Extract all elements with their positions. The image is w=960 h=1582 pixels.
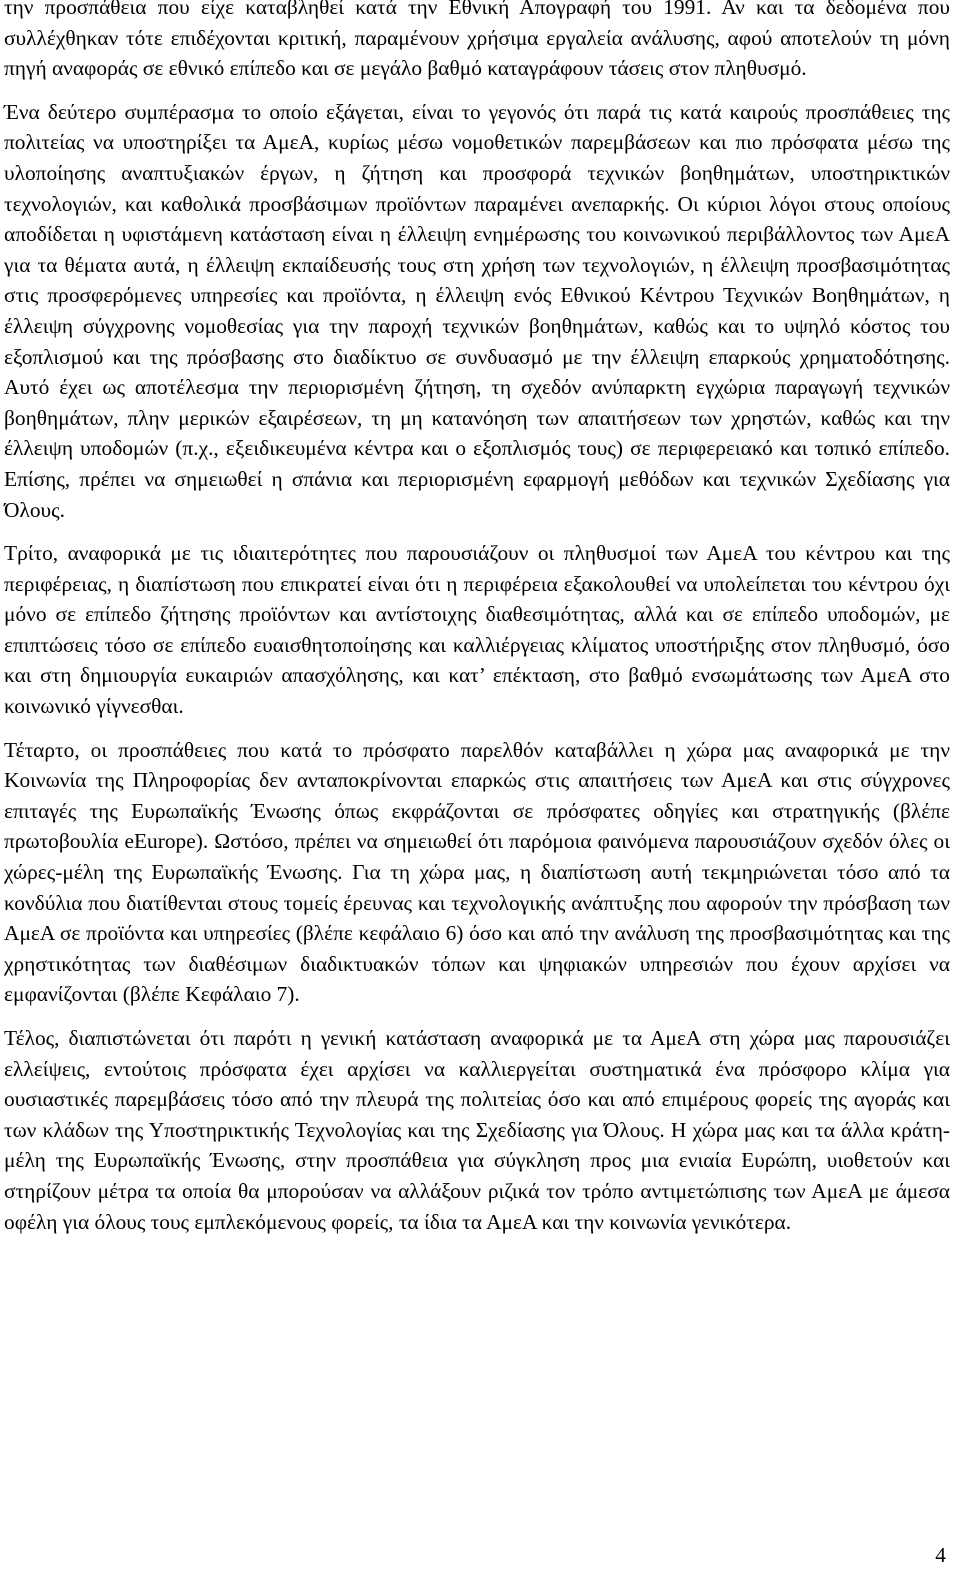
paragraph-census: την προσπάθεια που είχε καταβληθεί κατά την Εθνική Απογραφή του 1991. Αν και τα δεδομένα που συλλέχθηκαν τότε επιδέχονται κριτική, παραμένουν χρήσιμα εργαλεία ανάλυσης, αφού αποτελούν τη μόνη πηγή αναφοράς σε εθνικό επίπεδο και σε μεγάλο βαθμό καταγράφουν τάσεις στον πληθυσμό. — [4, 0, 950, 81]
paragraph-fourth-information-society: Τέταρτο, οι προσπάθειες που κατά το πρόσφατο παρελθόν καταβάλλει η χώρα μας αναφορικά με την Κοινωνία της Πληροφορίας δεν ανταποκρίνονται επαρκώς στις απαιτήσεις των ΑμεΑ και στις σύγχρονες επιταγές της Ευρωπαϊκής Ένωσης όπως εκφράζονται σε πρόσφατες οδηγίες και στρατηγικής (βλέπε πρωτοβουλία eEurope). Ωστόσο, πρέπει να σημειωθεί ότι παρόμοια φαινόμενα παρουσιάζουν σχεδόν όλες οι χώρες-μέλη της Ευρωπαϊκής Ένωσης. Για τη χώρα μας, η διαπίστωση αυτή τεκμηριώνεται τόσο από τα κονδύλια που διατίθενται στους τομείς έρευνας και τεχνολογικής ανάπτυξης που αφορούν την πρόσβαση των ΑμεΑ σε προϊόντα και υπηρεσίες (βλέπε κεφάλαιο 6) όσο και από την ανάλυση της προσβασιμότητας και της χρηστικότητας των διαθέσιμων διαδικτυακών τόπων και ψηφιακών υπηρεσιών που έχουν αρχίσει να εμφανίζονται (βλέπε Κεφάλαιο 7). — [4, 737, 950, 1007]
paragraph-finally: Τέλος, διαπιστώνεται ότι παρότι η γενική κατάσταση αναφορικά με τα ΑμεΑ στη χώρα μας παρουσιάζει ελλείψεις, εντούτοις πρόσφατα έχει αρχίσει να καλλιεργείται συστηματικά ένα πρόσφορο κλίμα για ουσιαστικές παρεμβάσεις τόσο από την πλευρά της πολιτείας όσο και από επιμέρους φορείς της αγοράς και των κλάδων της Υποστηρικτικής Τεχνολογίας και της Σχεδίασης για Όλους. Η χώρα μας και τα άλλα κράτη-μέλη της Ευρωπαϊκής Ένωσης, στην προσπάθεια για σύγκληση προς μια ενιαία Ευρώπη, υιοθετούν και στηρίζουν μέτρα τα οποία θα μπορούσαν να αλλάξουν ριζικά τον τρόπο αντιμετώπισης των ΑμεΑ με άμεσα οφέλη για όλους τους εμπλεκόμενους φορείς, τα ίδια τα ΑμεΑ και την κοινωνία γενικότερα. — [4, 1026, 950, 1234]
paragraph-third-center-periphery: Τρίτο, αναφορικά με τις ιδιαιτερότητες που παρουσιάζουν οι πληθυσμοί των ΑμεΑ του κέντρου και της περιφέρειας, η διαπίστωση που επικρατεί είναι ότι η περιφέρεια εξακολουθεί να υπολείπεται του κέντρου όχι μόνο σε επίπεδο ζήτησης προϊόντων και αντίστοιχης διαθεσιμότητας, αλλά και σε επίπεδο υποδομών, με επιπτώσεις τόσο σε επίπεδο ευαισθητοποίησης και καλλιέργειας κλίματος υποστήριξης στον πληθυσμό, όσο και στη δημιουργία ευκαιριών απασχόλησης, και κατ’ επέκταση, στο βαθμό ενσωμάτωσης των ΑμεΑ στο κοινωνικό γίγνεσθαι. — [4, 541, 950, 719]
document-page — [4, 0, 950, 1250]
page-number: 4 — [935, 1543, 946, 1567]
paragraph-second-conclusion: Ένα δεύτερο συμπέρασμα το οποίο εξάγεται, είναι το γεγονός ότι παρά τις κατά καιρούς προσπάθειες της πολιτείας να υποστηρίξει τα ΑμεΑ, κυρίως μέσω νομοθετικών παρεμβάσεων και πιο πρόσφατα μέσω της υλοποίησης αναπτυξιακών έργων, η ζήτηση και προσφορά τεχνικών βοηθημάτων, υποστηρικτικών τεχνολογιών, και καθολικά προσβάσιμων προϊόντων παραμένει ανεπαρκής. Οι κύριοι λόγοι στους οποίους αποδίδεται η υφιστάμενη κατάσταση είναι η έλλειψη ενημέρωσης του κοινωνικού περιβάλλοντος των ΑμεΑ για τα θέματα αυτά, η έλλειψη εκπαίδευσής τους στη χρήση των τεχνολογιών, η έλλειψη προσβασιμότητας στις προσφερόμενες υπηρεσίες και προϊόντα, η έλλειψη ενός Εθνικού Κέντρου Τεχνικών Βοηθημάτων, η έλλειψη σύγχρονης νομοθεσίας για την παροχή τεχνικών βοηθημάτων, καθώς και το υψηλό κόστος του εξοπλισμού και της πρόσβασης στο διαδίκτυο σε συνδυασμό με την έλλειψη επαρκούς χρηματοδότησης. Αυτό έχει ως αποτέλεσμα την περιορισμένη ζήτηση, τη σχεδόν ανύπαρκτη εγχώρια παραγωγή τεχνικών βοηθημάτων, πλην μερικών εξαιρέσεων, τη μη κατανόηση των απαιτήσεων των χρηστών, καθώς και την έλλειψη υποδομών (π.χ., εξειδικευμένα κέντρα και ο εξοπλισμός τους) σε περιφερειακό και τοπικό επίπεδο. Επίσης, πρέπει να σημειωθεί η σπάνια και περιορισμένη εφαρμογή μεθόδων και τεχνικών Σχεδίασης για Όλους. — [4, 99, 950, 522]
